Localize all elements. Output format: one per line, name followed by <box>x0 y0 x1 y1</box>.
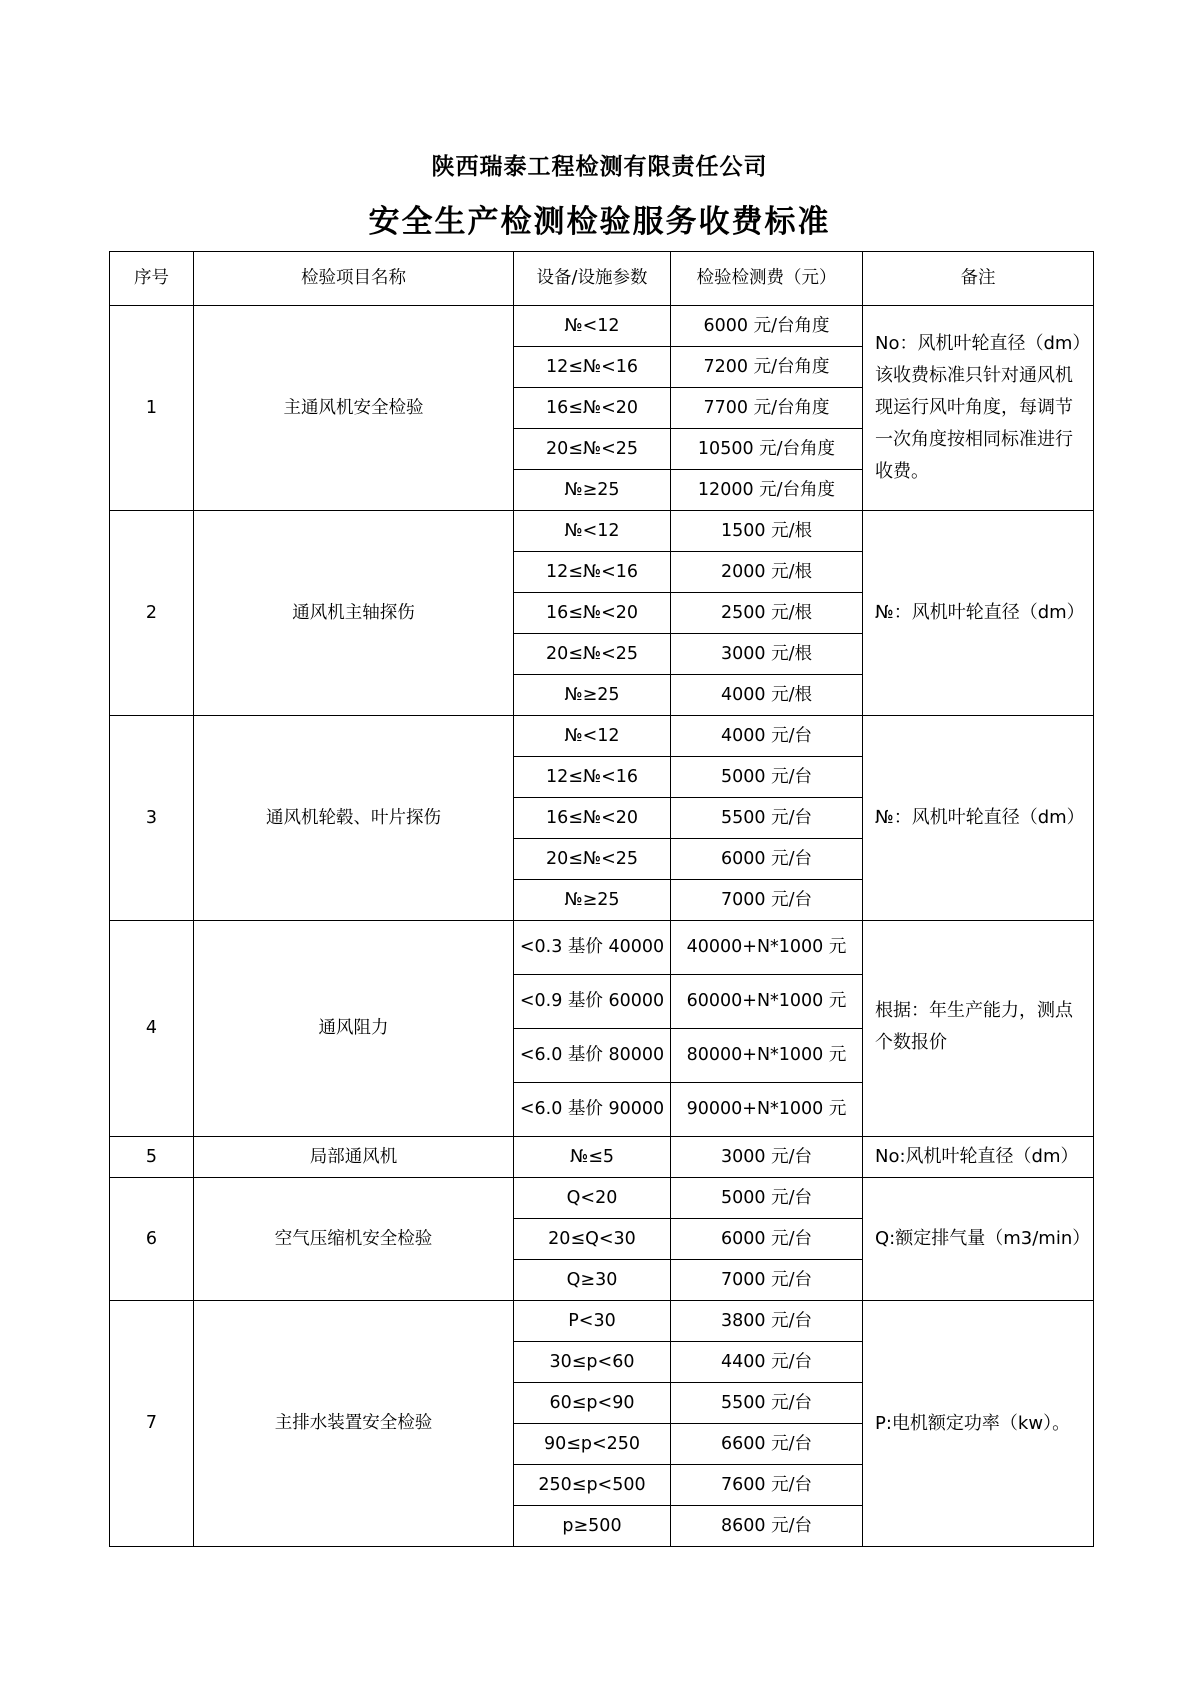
note-cell: Q:额定排气量（m3/min） <box>863 1178 1094 1301</box>
param-cell: №≥25 <box>514 470 671 511</box>
table-row <box>110 1301 1094 1342</box>
document-title: 安全生产检测检验服务收费标准 <box>368 204 831 240</box>
param-cell: №≥25 <box>514 675 671 716</box>
table-row <box>110 716 1094 757</box>
param-cell: <6.0 基价 80000 <box>514 1029 671 1083</box>
fee-cell: 6600 元/台 <box>671 1424 863 1465</box>
fee-cell: 5000 元/台 <box>671 1178 863 1219</box>
fee-cell: 90000+N*1000 元 <box>671 1083 863 1137</box>
header-no: 序号 <box>110 252 194 306</box>
header-param: 设备/设施参数 <box>514 252 671 306</box>
note-cell: No：风机叶轮直径（dm）该收费标准只针对通风机现运行风叶角度，每调节一次角度按相同标准进行收费。 <box>863 306 1094 511</box>
param-cell: P<30 <box>514 1301 671 1342</box>
fee-cell: 3800 元/台 <box>671 1301 863 1342</box>
fee-cell: 5000 元/台 <box>671 757 863 798</box>
item-name: 通风机轮毂、叶片探伤 <box>194 716 514 921</box>
item-name: 主排水装置安全检验 <box>194 1301 514 1547</box>
fee-cell: 2000 元/根 <box>671 552 863 593</box>
param-cell: 20≤№<25 <box>514 429 671 470</box>
note-cell: 根据：年生产能力，测点个数报价 <box>863 921 1094 1137</box>
param-cell: 20≤№<25 <box>514 634 671 675</box>
fee-cell: 4000 元/根 <box>671 675 863 716</box>
fee-cell: 7000 元/台 <box>671 1260 863 1301</box>
param-cell: 250≤p<500 <box>514 1465 671 1506</box>
param-cell: №<12 <box>514 306 671 347</box>
param-cell: 60≤p<90 <box>514 1383 671 1424</box>
param-cell: №≥25 <box>514 880 671 921</box>
fee-cell: 3000 元/台 <box>671 1137 863 1178</box>
fee-cell: 4400 元/台 <box>671 1342 863 1383</box>
fee-cell: 8600 元/台 <box>671 1506 863 1547</box>
param-cell: 30≤p<60 <box>514 1342 671 1383</box>
fee-cell: 7200 元/台角度 <box>671 347 863 388</box>
header-item-name: 检验项目名称 <box>194 252 514 306</box>
note-cell: №：风机叶轮直径（dm） <box>863 716 1094 921</box>
table-row <box>110 921 1094 975</box>
fee-cell: 3000 元/根 <box>671 634 863 675</box>
table-row <box>110 306 1094 347</box>
fee-standard-table <box>109 251 1094 1547</box>
header-note: 备注 <box>863 252 1094 306</box>
fee-cell: 5500 元/台 <box>671 1383 863 1424</box>
table-row <box>110 511 1094 552</box>
fee-cell: 5500 元/台 <box>671 798 863 839</box>
param-cell: 12≤№<16 <box>514 347 671 388</box>
param-cell: 16≤№<20 <box>514 388 671 429</box>
table-row <box>110 1137 1094 1178</box>
note-cell: No:风机叶轮直径（dm） <box>863 1137 1094 1178</box>
fee-cell: 12000 元/台角度 <box>671 470 863 511</box>
item-number: 4 <box>110 921 194 1137</box>
param-cell: <0.3 基价 40000 <box>514 921 671 975</box>
param-cell: №<12 <box>514 511 671 552</box>
fee-cell: 4000 元/台 <box>671 716 863 757</box>
fee-cell: 1500 元/根 <box>671 511 863 552</box>
param-cell: <6.0 基价 90000 <box>514 1083 671 1137</box>
fee-cell: 7700 元/台角度 <box>671 388 863 429</box>
param-cell: 12≤№<16 <box>514 552 671 593</box>
param-cell: Q≥30 <box>514 1260 671 1301</box>
param-cell: <0.9 基价 60000 <box>514 975 671 1029</box>
table-row <box>110 1178 1094 1219</box>
note-cell: №：风机叶轮直径（dm） <box>863 511 1094 716</box>
item-number: 6 <box>110 1178 194 1301</box>
item-name: 主通风机安全检验 <box>194 306 514 511</box>
item-number: 1 <box>110 306 194 511</box>
fee-cell: 2500 元/根 <box>671 593 863 634</box>
item-name: 局部通风机 <box>194 1137 514 1178</box>
fee-cell: 6000 元/台角度 <box>671 306 863 347</box>
fee-cell: 7600 元/台 <box>671 1465 863 1506</box>
item-number: 7 <box>110 1301 194 1547</box>
header-fee: 检验检测费（元） <box>671 252 863 306</box>
item-name: 空气压缩机安全检验 <box>194 1178 514 1301</box>
param-cell: 20≤№<25 <box>514 839 671 880</box>
note-cell: P:电机额定功率（kw）。 <box>863 1301 1094 1547</box>
fee-cell: 7000 元/台 <box>671 880 863 921</box>
fee-cell: 40000+N*1000 元 <box>671 921 863 975</box>
param-cell: 16≤№<20 <box>514 593 671 634</box>
fee-cell: 6000 元/台 <box>671 839 863 880</box>
fee-cell: 60000+N*1000 元 <box>671 975 863 1029</box>
param-cell: p≥500 <box>514 1506 671 1547</box>
param-cell: 90≤p<250 <box>514 1424 671 1465</box>
param-cell: №<12 <box>514 716 671 757</box>
param-cell: 20≤Q<30 <box>514 1219 671 1260</box>
table-header-row <box>110 252 1094 306</box>
item-number: 2 <box>110 511 194 716</box>
fee-cell: 80000+N*1000 元 <box>671 1029 863 1083</box>
item-name: 通风阻力 <box>194 921 514 1137</box>
fee-cell: 10500 元/台角度 <box>671 429 863 470</box>
param-cell: Q<20 <box>514 1178 671 1219</box>
param-cell: 16≤№<20 <box>514 798 671 839</box>
fee-cell: 6000 元/台 <box>671 1219 863 1260</box>
company-name: 陕西瑞泰工程检测有限责任公司 <box>431 154 768 180</box>
item-number: 5 <box>110 1137 194 1178</box>
item-name: 通风机主轴探伤 <box>194 511 514 716</box>
param-cell: №≤5 <box>514 1137 671 1178</box>
item-number: 3 <box>110 716 194 921</box>
param-cell: 12≤№<16 <box>514 757 671 798</box>
